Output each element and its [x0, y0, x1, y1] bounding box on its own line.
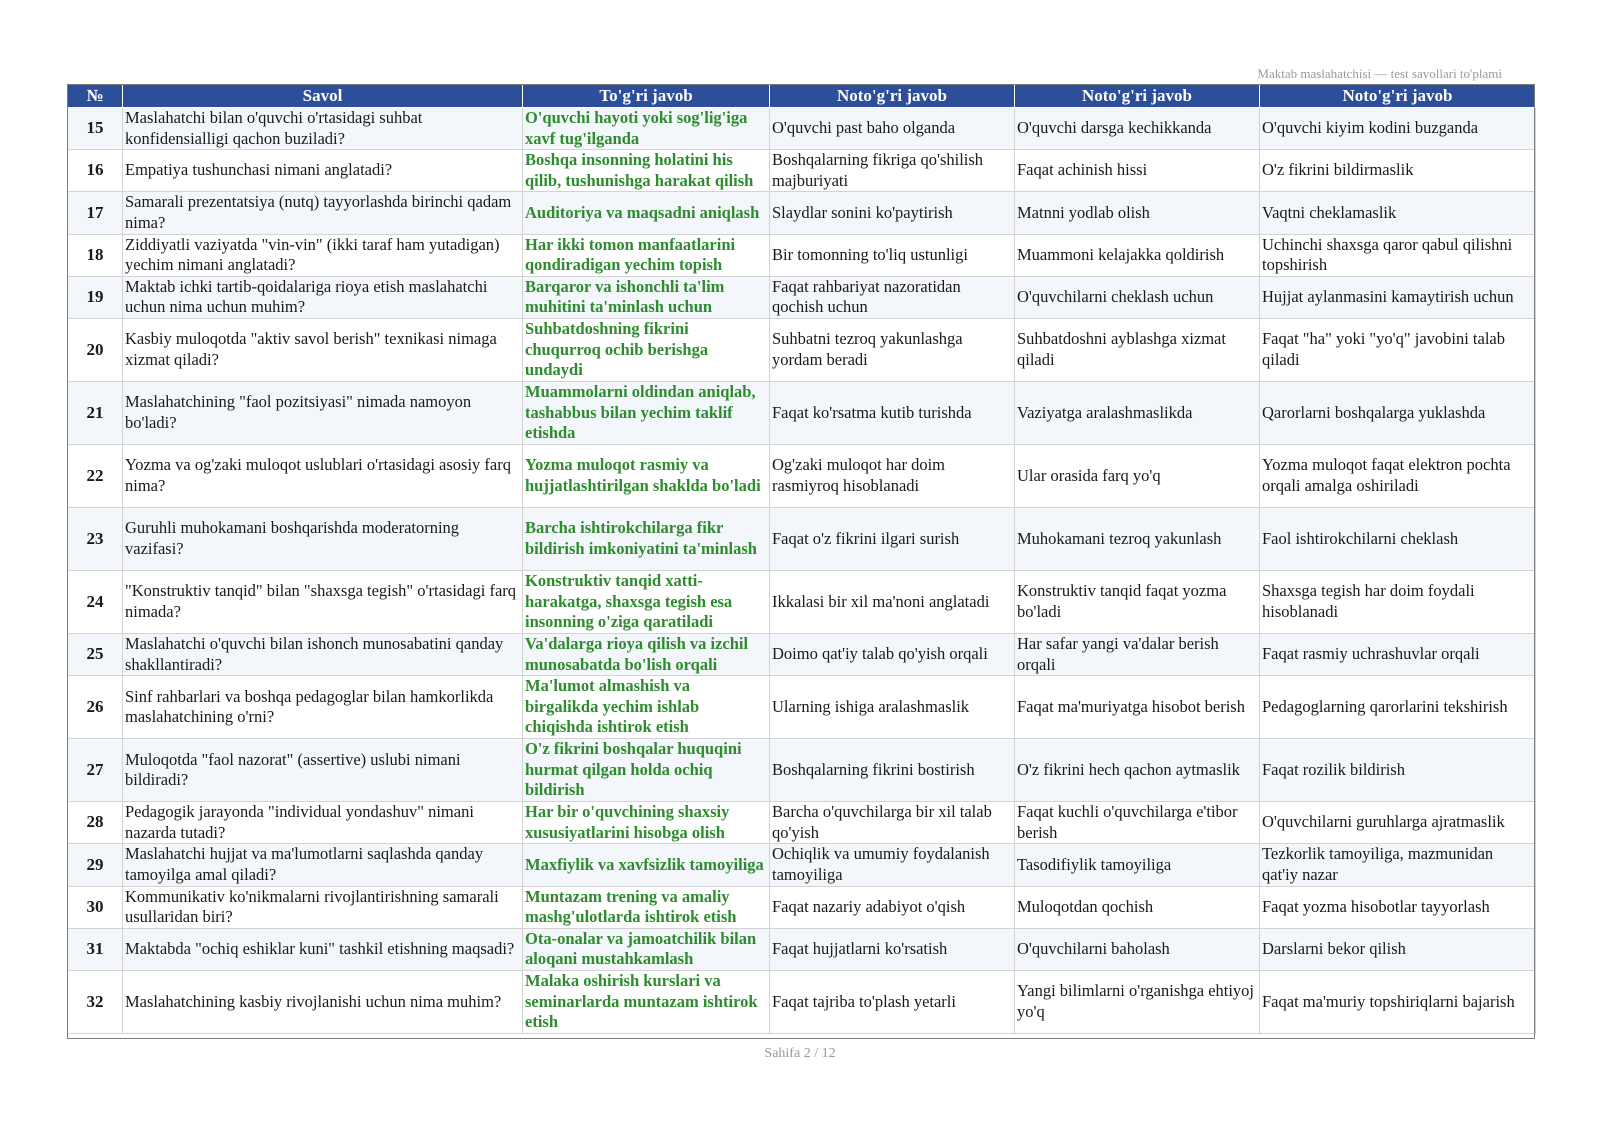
correct-answer-cell: Har bir o'quvchining shaxsiy xususiyatlarini hisobga olish	[523, 802, 770, 844]
row-number: 23	[68, 507, 123, 570]
question-table-container	[67, 84, 1535, 1034]
row-number: 17	[68, 192, 123, 234]
question-cell: "Konstruktiv tanqid" bilan "shaxsga tegish" o'rtasidagi farq nimada?	[123, 570, 523, 633]
table-row	[68, 928, 1536, 970]
wrong-answer-cell: O'quvchilarni cheklash uchun	[1015, 276, 1260, 318]
question-cell: Sinf rahbarlari va boshqa pedagoglar bilan hamkorlikda maslahatchining o'rni?	[123, 676, 523, 739]
table-row	[68, 150, 1536, 192]
wrong-answer-cell: Faol ishtirokchilarni cheklash	[1260, 507, 1536, 570]
question-cell: Maslahatchining "faol pozitsiyasi" nimada namoyon bo'ladi?	[123, 381, 523, 444]
question-cell: Pedagogik jarayonda "individual yondashuv" nimani nazarda tutadi?	[123, 802, 523, 844]
wrong-answer-cell: Boshqalarning fikrini bostirish	[770, 739, 1015, 802]
question-cell: Yozma va og'zaki muloqot uslublari o'rtasidagi asosiy farq nima?	[123, 444, 523, 507]
correct-answer-cell: Va'dalarga rioya qilish va izchil munosabatda bo'lish orqali	[523, 633, 770, 675]
row-number: 18	[68, 234, 123, 276]
table-row	[68, 844, 1536, 886]
table-header-row	[68, 85, 1536, 108]
wrong-answer-cell: Pedagoglarning qarorlarini tekshirish	[1260, 676, 1536, 739]
wrong-answer-cell: Ikkalasi bir xil ma'noni anglatadi	[770, 570, 1015, 633]
wrong-answer-cell: O'quvchilarni baholash	[1015, 928, 1260, 970]
wrong-answer-cell: Matnni yodlab olish	[1015, 192, 1260, 234]
question-cell: Ziddiyatli vaziyatda "vin-vin" (ikki taraf ham yutadigan) yechim nimani anglatadi?	[123, 234, 523, 276]
question-table	[67, 84, 1536, 1034]
table-row	[68, 276, 1536, 318]
table-row	[68, 318, 1536, 381]
wrong-answer-cell: Hujjat aylanmasini kamaytirish uchun	[1260, 276, 1536, 318]
question-cell: Maslahatchining kasbiy rivojlanishi uchun nima muhim?	[123, 970, 523, 1033]
column-header-wrong-1: Noto'g'ri javob	[770, 85, 1015, 108]
wrong-answer-cell: Uchinchi shaxsga qaror qabul qilishni topshirish	[1260, 234, 1536, 276]
wrong-answer-cell: Vaziyatga aralashmaslikda	[1015, 381, 1260, 444]
table-row	[68, 381, 1536, 444]
wrong-answer-cell: Faqat achinish hissi	[1015, 150, 1260, 192]
row-number: 27	[68, 739, 123, 802]
question-cell: Empatiya tushunchasi nimani anglatadi?	[123, 150, 523, 192]
correct-answer-cell: Yozma muloqot rasmiy va hujjatlashtirilgan shaklda bo'ladi	[523, 444, 770, 507]
wrong-answer-cell: Faqat o'z fikrini ilgari surish	[770, 507, 1015, 570]
document-header: Maktab maslahatchisi — test savollari to'plami	[1257, 66, 1502, 81]
correct-answer-cell: O'quvchi hayoti yoki sog'lig'iga xavf tug'ilganda	[523, 108, 770, 150]
table-row	[68, 802, 1536, 844]
wrong-answer-cell: Tasodifiylik tamoyiliga	[1015, 844, 1260, 886]
wrong-answer-cell: Faqat hujjatlarni ko'rsatish	[770, 928, 1015, 970]
question-cell: Kasbiy muloqotda "aktiv savol berish" texnikasi nimaga xizmat qiladi?	[123, 318, 523, 381]
wrong-answer-cell: Faqat tajriba to'plash yetarli	[770, 970, 1015, 1033]
correct-answer-cell: Muammolarni oldindan aniqlab, tashabbus bilan yechim taklif etishda	[523, 381, 770, 444]
row-number: 21	[68, 381, 123, 444]
column-header-wrong-3: Noto'g'ri javob	[1260, 85, 1536, 108]
wrong-answer-cell: Faqat rozilik bildirish	[1260, 739, 1536, 802]
correct-answer-cell: Barqaror va ishonchli ta'lim muhitini ta'minlash uchun	[523, 276, 770, 318]
table-row	[68, 444, 1536, 507]
row-number: 26	[68, 676, 123, 739]
table-row	[68, 886, 1536, 928]
correct-answer-cell: Konstruktiv tanqid xatti-harakatga, shaxsga tegish esa insonning o'ziga qaratiladi	[523, 570, 770, 633]
correct-answer-cell: Muntazam trening va amaliy mashg'ulotlarda ishtirok etish	[523, 886, 770, 928]
correct-answer-cell: Auditoriya va maqsadni aniqlash	[523, 192, 770, 234]
correct-answer-cell: Ota-onalar va jamoatchilik bilan aloqani mustahkamlash	[523, 928, 770, 970]
wrong-answer-cell: Faqat ma'muriyatga hisobot berish	[1015, 676, 1260, 739]
correct-answer-cell: Barcha ishtirokchilarga fikr bildirish imkoniyatini ta'minlash	[523, 507, 770, 570]
wrong-answer-cell: Konstruktiv tanqid faqat yozma bo'ladi	[1015, 570, 1260, 633]
question-cell: Muloqotda "faol nazorat" (assertive) uslubi nimani bildiradi?	[123, 739, 523, 802]
table-body	[68, 108, 1536, 1034]
wrong-answer-cell: Ular orasida farq yo'q	[1015, 444, 1260, 507]
question-cell: Maktab ichki tartib-qoidalariga rioya etish maslahatchi uchun nima uchun muhim?	[123, 276, 523, 318]
question-cell: Maslahatchi hujjat va ma'lumotlarni saqlashda qanday tamoyilga amal qiladi?	[123, 844, 523, 886]
table-row	[68, 633, 1536, 675]
correct-answer-cell: Maxfiylik va xavfsizlik tamoyiliga	[523, 844, 770, 886]
correct-answer-cell: Suhbatdoshning fikrini chuqurroq ochib berishga undaydi	[523, 318, 770, 381]
row-number: 20	[68, 318, 123, 381]
wrong-answer-cell: Faqat ma'muriy topshiriqlarni bajarish	[1260, 970, 1536, 1033]
wrong-answer-cell: Vaqtni cheklamaslik	[1260, 192, 1536, 234]
wrong-answer-cell: Faqat yozma hisobotlar tayyorlash	[1260, 886, 1536, 928]
question-cell: Maktabda "ochiq eshiklar kuni" tashkil etishning maqsadi?	[123, 928, 523, 970]
correct-answer-cell: Boshqa insonning holatini his qilib, tushunishga harakat qilish	[523, 150, 770, 192]
wrong-answer-cell: Doimo qat'iy talab qo'yish orqali	[770, 633, 1015, 675]
row-number: 15	[68, 108, 123, 150]
wrong-answer-cell: Faqat rahbariyat nazoratidan qochish uchun	[770, 276, 1015, 318]
wrong-answer-cell: Ochiqlik va umumiy foydalanish tamoyiliga	[770, 844, 1015, 886]
wrong-answer-cell: Faqat nazariy adabiyot o'qish	[770, 886, 1015, 928]
table-row	[68, 192, 1536, 234]
page-number: Sahifa 2 / 12	[764, 1046, 836, 1061]
wrong-answer-cell: Muloqotdan qochish	[1015, 886, 1260, 928]
table-row	[68, 234, 1536, 276]
question-cell: Maslahatchi bilan o'quvchi o'rtasidagi suhbat konfidensialligi qachon buziladi?	[123, 108, 523, 150]
row-number: 16	[68, 150, 123, 192]
wrong-answer-cell: Muhokamani tezroq yakunlash	[1015, 507, 1260, 570]
table-row	[68, 570, 1536, 633]
table-row	[68, 970, 1536, 1033]
column-header-number: №	[68, 85, 123, 108]
row-number: 19	[68, 276, 123, 318]
row-number: 31	[68, 928, 123, 970]
wrong-answer-cell: Barcha o'quvchilarga bir xil talab qo'yish	[770, 802, 1015, 844]
correct-answer-cell: Har ikki tomon manfaatlarini qondiradigan yechim topish	[523, 234, 770, 276]
wrong-answer-cell: Slaydlar sonini ko'paytirish	[770, 192, 1015, 234]
column-header-correct: To'g'ri javob	[523, 85, 770, 108]
row-number: 25	[68, 633, 123, 675]
wrong-answer-cell: Bir tomonning to'liq ustunligi	[770, 234, 1015, 276]
wrong-answer-cell: Faqat "ha" yoki "yo'q" javobini talab qiladi	[1260, 318, 1536, 381]
question-cell: Guruhli muhokamani boshqarishda moderatorning vazifasi?	[123, 507, 523, 570]
question-cell: Samarali prezentatsiya (nutq) tayyorlashda birinchi qadam nima?	[123, 192, 523, 234]
row-number: 32	[68, 970, 123, 1033]
wrong-answer-cell: Suhbatdoshni ayblashga xizmat qiladi	[1015, 318, 1260, 381]
wrong-answer-cell: Yozma muloqot faqat elektron pochta orqali amalga oshiriladi	[1260, 444, 1536, 507]
question-cell: Maslahatchi o'quvchi bilan ishonch munosabatini qanday shakllantiradi?	[123, 633, 523, 675]
question-cell: Kommunikativ ko'nikmalarni rivojlantirishning samarali usullaridan biri?	[123, 886, 523, 928]
wrong-answer-cell: Ularning ishiga aralashmaslik	[770, 676, 1015, 739]
column-header-question: Savol	[123, 85, 523, 108]
wrong-answer-cell: Og'zaki muloqot har doim rasmiyroq hisoblanadi	[770, 444, 1015, 507]
wrong-answer-cell: O'z fikrini bildirmaslik	[1260, 150, 1536, 192]
wrong-answer-cell: Suhbatni tezroq yakunlashga yordam beradi	[770, 318, 1015, 381]
wrong-answer-cell: O'quvchi kiyim kodini buzganda	[1260, 108, 1536, 150]
correct-answer-cell: O'z fikrini boshqalar huquqini hurmat qilgan holda ochiq bildirish	[523, 739, 770, 802]
row-number: 24	[68, 570, 123, 633]
wrong-answer-cell: Darslarni bekor qilish	[1260, 928, 1536, 970]
wrong-answer-cell: Tezkorlik tamoyiliga, mazmunidan qat'iy nazar	[1260, 844, 1536, 886]
table-row	[68, 739, 1536, 802]
wrong-answer-cell: Yangi bilimlarni o'rganishga ehtiyoj yo'q	[1015, 970, 1260, 1033]
correct-answer-cell: Malaka oshirish kurslari va seminarlarda muntazam ishtirok etish	[523, 970, 770, 1033]
table-row	[68, 507, 1536, 570]
row-number: 28	[68, 802, 123, 844]
wrong-answer-cell: Faqat kuchli o'quvchilarga e'tibor berish	[1015, 802, 1260, 844]
wrong-answer-cell: O'quvchi darsga kechikkanda	[1015, 108, 1260, 150]
correct-answer-cell: Ma'lumot almashish va birgalikda yechim ishlab chiqishda ishtirok etish	[523, 676, 770, 739]
row-number: 30	[68, 886, 123, 928]
wrong-answer-cell: O'quvchilarni guruhlarga ajratmaslik	[1260, 802, 1536, 844]
table-row	[68, 676, 1536, 739]
wrong-answer-cell: O'quvchi past baho olganda	[770, 108, 1015, 150]
wrong-answer-cell: Har safar yangi va'dalar berish orqali	[1015, 633, 1260, 675]
table-row	[68, 108, 1536, 150]
row-number: 29	[68, 844, 123, 886]
column-header-wrong-2: Noto'g'ri javob	[1015, 85, 1260, 108]
wrong-answer-cell: Boshqalarning fikriga qo'shilish majburiyati	[770, 150, 1015, 192]
wrong-answer-cell: Muammoni kelajakka qoldirish	[1015, 234, 1260, 276]
row-number: 22	[68, 444, 123, 507]
wrong-answer-cell: O'z fikrini hech qachon aytmaslik	[1015, 739, 1260, 802]
wrong-answer-cell: Faqat rasmiy uchrashuvlar orqali	[1260, 633, 1536, 675]
wrong-answer-cell: Faqat ko'rsatma kutib turishda	[770, 381, 1015, 444]
wrong-answer-cell: Qarorlarni boshqalarga yuklashda	[1260, 381, 1536, 444]
wrong-answer-cell: Shaxsga tegish har doim foydali hisoblanadi	[1260, 570, 1536, 633]
